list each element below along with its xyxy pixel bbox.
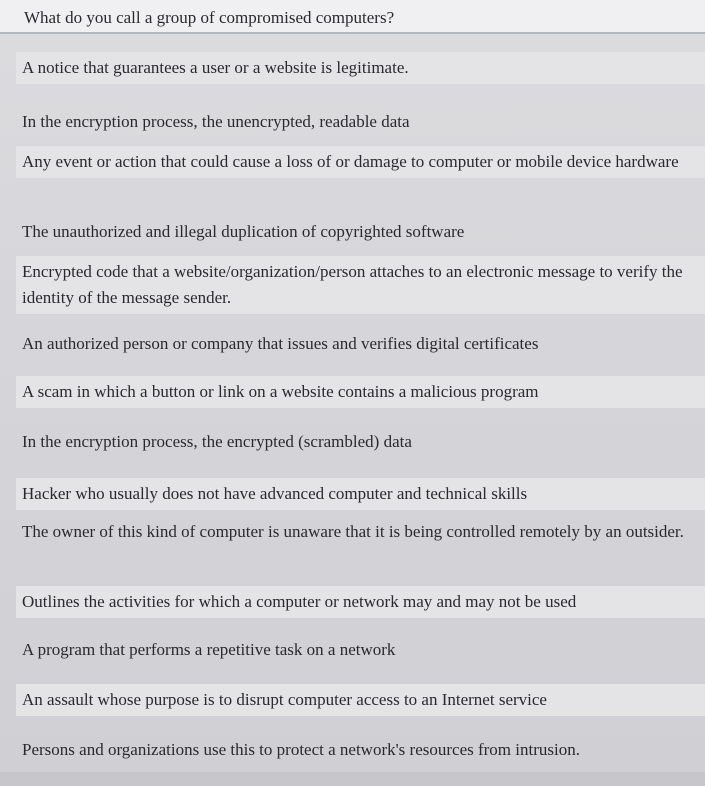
definition-item[interactable]: A scam in which a button or link on a website contains a malicious program: [16, 376, 705, 408]
definition-item[interactable]: Persons and organizations use this to protect a network's resources from intrusion.: [22, 740, 580, 759]
definition-item[interactable]: Encrypted code that a website/organization/person attaches to an electronic message to verify the identity of the message sender.: [16, 256, 705, 314]
definition-item[interactable]: The unauthorized and illegal duplication of copyrighted software: [22, 222, 465, 241]
definition-item[interactable]: The owner of this kind of computer is unaware that it is being controlled remotely by an outsider.: [22, 522, 684, 541]
screen-bottom-edge: [0, 772, 705, 786]
definition-item[interactable]: Any event or action that could cause a loss of or damage to computer or mobile device hardware: [16, 146, 705, 178]
definition-item[interactable]: A notice that guarantees a user or a website is legitimate.: [16, 52, 705, 84]
definition-item[interactable]: In the encryption process, the unencrypted, readable data: [22, 112, 410, 131]
definition-item[interactable]: A program that performs a repetitive task on a network: [22, 640, 396, 659]
definition-item[interactable]: In the encryption process, the encrypted (scrambled) data: [22, 432, 412, 451]
definition-item[interactable]: Outlines the activities for which a computer or network may and may not be used: [16, 586, 705, 618]
question-prompt: What do you call a group of compromised computers?: [24, 8, 395, 27]
definition-item[interactable]: An assault whose purpose is to disrupt computer access to an Internet service: [16, 684, 705, 716]
definition-item[interactable]: An authorized person or company that issues and verifies digital certificates: [22, 334, 539, 353]
definition-item[interactable]: Hacker who usually does not have advanced computer and technical skills: [16, 478, 705, 510]
